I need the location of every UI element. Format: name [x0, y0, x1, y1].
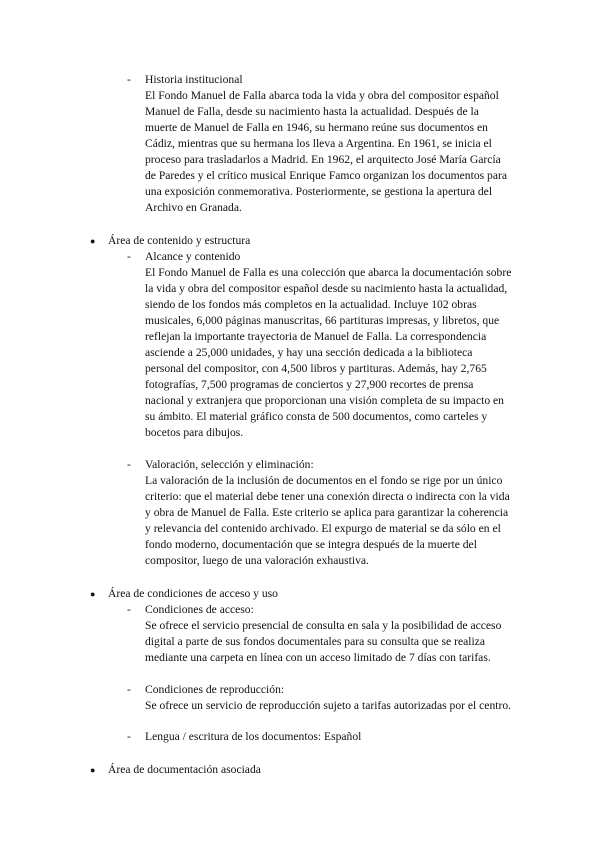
text-line: proceso para trasladarlos a Madrid. En 1962, el arquitecto José María García: [145, 153, 501, 166]
text-line: Se ofrece un servicio de reproducción sujeto a tarifas autorizadas por el centro.: [145, 699, 512, 712]
text-line: fondo moderno, documentación que se integra después de la muerte del: [145, 538, 477, 551]
text-line: de Paredes y el crítico musical Enrique Famco organizan los documentos para: [145, 169, 507, 182]
text-line: compositor, luego de una valoración exhaustiva.: [145, 554, 369, 567]
text-line: Se ofrece el servicio presencial de consulta en sala y la posibilidad de acceso: [145, 619, 502, 632]
text-line: nacional y extranjera que proporcionan una visión completa de su impacto en: [145, 394, 504, 407]
text-line: bocetos para dibujos.: [145, 426, 244, 439]
text-line: siendo de los fondos más completos en la actualidad. Incluye 102 obras: [145, 298, 477, 311]
subitem-heading: Historia institucional: [145, 73, 243, 86]
text-line: digital a parte de sus fondos documentales para su consulta que se realiza: [145, 635, 485, 648]
text-line: mediante una carpeta en línea con un acceso limitado de 7 días con tarifas.: [145, 651, 491, 664]
subitem-heading: Valoración, selección y eliminación:: [145, 458, 314, 471]
bullet-marker: ●: [90, 589, 96, 599]
text-line: Cádiz, mientras que su hermana los lleva a Argentina. En 1961, se inicia el: [145, 137, 492, 150]
dash-marker: -: [127, 730, 131, 743]
dash-marker: -: [127, 250, 131, 263]
section-title: Área de condiciones de acceso y uso: [108, 587, 278, 600]
text-line: asciende a 25,000 unidades, y hay una sección dedicada a la biblioteca: [145, 346, 473, 359]
dash-marker: -: [127, 603, 131, 616]
text-line: reflejan la importante trayectoria de Manuel de Falla. La correspondencia: [145, 330, 487, 343]
subitem-heading: Alcance y contenido: [145, 250, 241, 263]
text-line: El Fondo Manuel de Falla abarca toda la vida y obra del compositor español: [145, 89, 499, 102]
section-title: Área de contenido y estructura: [108, 234, 251, 247]
text-line: musicales, 6,000 páginas manuscritas, 66 partituras impresas, y libretos, que: [145, 314, 500, 327]
bullet-marker: ●: [90, 236, 96, 246]
subitem-heading: Condiciones de acceso:: [145, 603, 254, 616]
text-line: La valoración de la inclusión de documentos en el fondo se rige por un único: [145, 474, 503, 487]
text-line: la vida y obra del compositor español desde su nacimiento hasta la actualidad,: [145, 282, 508, 295]
text-line: El Fondo Manuel de Falla es una colección que abarca la documentación sobre: [145, 266, 512, 279]
text-line: muerte de Manuel de Falla en 1946, su hermano reúne sus documentos en: [145, 121, 488, 134]
section-title: Área de documentación asociada: [108, 763, 261, 776]
text-line: una exposición conmemorativa. Posteriormente, se gestiona la apertura del: [145, 185, 493, 198]
text-line: su ámbito. El material gráfico consta de 500 documentos, como carteles y: [145, 410, 488, 423]
bullet-marker: ●: [90, 765, 96, 775]
subitem-heading: Condiciones de reproducción:: [145, 683, 285, 696]
dash-marker: -: [127, 73, 131, 86]
dash-marker: -: [127, 458, 131, 471]
text-line: y relevancia del contenido archivado. El expurgo de material se da sólo en el: [145, 522, 501, 535]
text-line: fotografías, 7,500 programas de conciertos y 27,900 recortes de prensa: [145, 378, 474, 391]
text-line: personal del compositor, con 4,500 libros y partituras. Además, hay 2,765: [145, 362, 487, 375]
text-line: criterio: que el material debe tener una conexión directa o indirecta con la vida: [145, 490, 510, 503]
text-line: Manuel de Falla, desde su nacimiento hasta la actualidad. Después de la: [145, 105, 479, 118]
text-line: y obra de Manuel de Falla. Este criterio se aplica para garantizar la coherencia: [145, 506, 509, 519]
text-line: Archivo en Granada.: [145, 201, 242, 214]
dash-marker: -: [127, 683, 131, 696]
subitem-heading: Lengua / escritura de los documentos: Español: [145, 730, 362, 743]
